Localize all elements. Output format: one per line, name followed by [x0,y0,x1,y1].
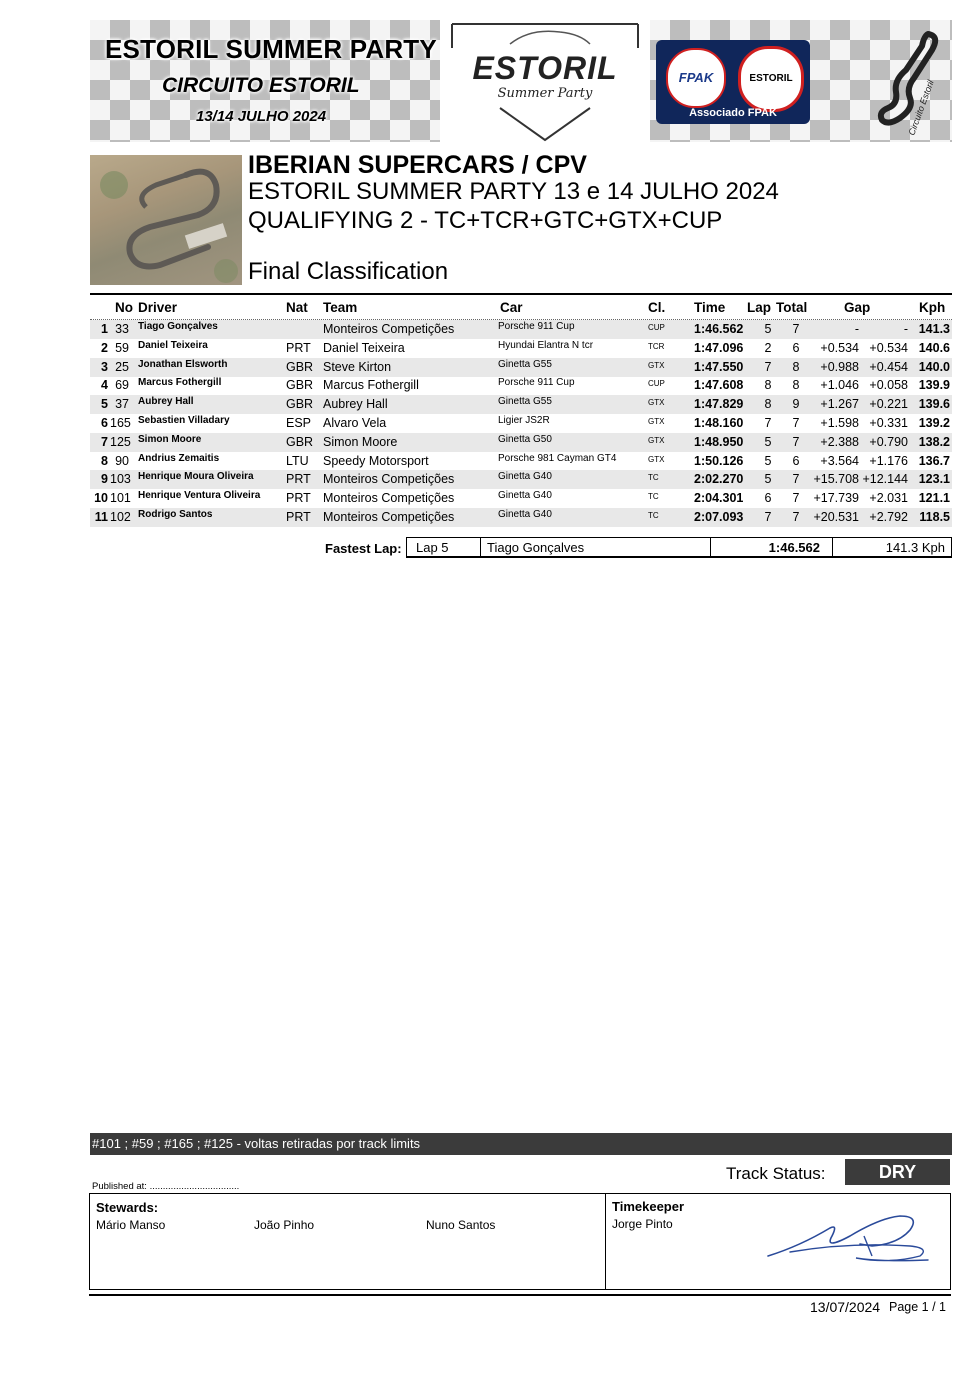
row-best-lap: 7 [764,416,772,430]
row-car: Ginetta G40 [498,471,552,483]
row-car-number: 102 [110,510,131,524]
notes-bar [90,1133,952,1155]
row-best-lap: 2 [764,340,772,355]
timekeeper-name: Jorge Pinto [612,1217,673,1231]
motor-clube-estoril-badge [738,46,804,112]
row-speed-kph: 123.1 [918,472,950,487]
row-gap-previous: +0.790 [869,434,908,449]
fastest-lap-time: 1:46.562 [711,538,833,557]
row-total-laps: 7 [792,510,800,524]
row-class: GTX [648,435,665,445]
row-best-time: 2:07.093 [694,510,744,524]
published-at: Published at: .................................. [92,1181,240,1192]
session-title: QUALIFYING 2 - TC+TCR+GTC+GTX+CUP [248,207,723,234]
table-row [90,452,952,471]
col-nat: Nat [286,300,308,315]
col-gap: Gap [844,300,871,315]
banner-subtitle: CIRCUITO ESTORIL [162,74,360,97]
row-speed-kph: 140.6 [918,340,950,355]
row-speed-kph: 139.6 [918,397,950,412]
row-gap-leader: +1.046 [820,378,859,393]
row-driver: Daniel Teixeira [138,339,208,351]
row-gap-previous: +2.031 [869,491,908,506]
row-driver: Henrique Ventura Oliveira [138,490,261,502]
row-position: 6 [101,416,108,430]
row-best-lap: 8 [764,397,772,412]
steward-name: João Pinho [254,1218,315,1232]
series-title: IBERIAN SUPERCARS / CPV [248,151,587,179]
table-row [90,489,952,508]
fastest-lap-box [406,537,952,558]
page-number: Page 1 / 1 [889,1300,946,1314]
row-nationality: GBR [286,397,314,412]
row-driver: Marcus Fothergill [138,377,222,389]
row-gap-previous: - [903,322,908,336]
row-team: Monteiros Competições [323,491,455,506]
row-speed-kph: 139.2 [918,416,950,430]
row-gap-previous: +1.176 [869,453,908,468]
row-best-lap: 5 [764,453,772,468]
table-top-rule [90,293,952,295]
row-class: TC [648,511,659,520]
row-gap-leader: +15.708 [813,472,859,487]
row-car: Hyundai Elantra N tcr [498,339,594,351]
track-status-label: Track Status: [726,1164,826,1183]
table-row [90,433,952,452]
row-team: Simon Moore [323,434,398,449]
row-best-time: 1:46.562 [694,322,744,336]
table-row [90,395,952,414]
col-total: Total [776,300,808,315]
col-time: Time [694,300,726,315]
row-team: Marcus Fothergill [323,378,419,393]
row-car-number: 69 [115,378,129,393]
row-car: Ginetta G55 [498,358,552,370]
row-position: 11 [94,510,108,524]
row-total-laps: 8 [792,359,800,374]
row-position: 5 [101,397,108,412]
row-position: 9 [101,472,108,487]
row-nationality: PRT [286,491,311,506]
row-driver: Simon Moore [138,433,202,445]
row-class: CUP [648,379,665,389]
row-total-laps: 6 [792,453,800,468]
row-gap-leader: - [854,322,859,336]
table-row [90,414,952,433]
row-class: TC [648,492,659,502]
row-total-laps: 7 [792,491,800,506]
row-team: Aubrey Hall [323,397,388,412]
row-driver: Aubrey Hall [138,396,194,408]
table-row [90,339,952,358]
row-gap-leader: +17.739 [813,491,859,506]
track-aerial-photo [90,155,242,285]
classification-table-header [90,296,952,318]
row-gap-leader: +1.598 [820,416,859,430]
fpak-badge-text: FPAK [678,70,714,85]
row-gap-previous: +0.454 [869,359,908,374]
row-driver: Henrique Moura Oliveira [138,471,254,483]
row-best-lap: 5 [764,322,772,336]
notes-text: #101 ; #59 ; #165 ; #125 - voltas retiradas por track limits [92,1136,421,1151]
row-best-time: 1:47.608 [694,378,744,393]
fastest-lap-label: Fastest Lap: [325,541,402,556]
col-kph: Kph [919,300,946,315]
event-title: ESTORIL SUMMER PARTY 13 e 14 JULHO 2024 [248,178,779,205]
row-car: Ginetta G50 [498,433,552,445]
row-team: Monteiros Competições [323,322,455,336]
circuit-estoril-logo [870,26,950,138]
row-car-number: 90 [115,453,129,468]
table-row [90,358,952,377]
svg-text:Circuito Estoril: Circuito Estoril [906,78,936,137]
row-team: Monteiros Competições [323,510,455,524]
row-position: 8 [101,453,108,468]
row-driver: Andrius Zemaitis [138,452,220,464]
row-driver: Jonathan Elsworth [138,358,228,370]
row-gap-leader: +0.988 [820,359,859,374]
table-row [90,376,952,395]
col-team: Team [323,300,358,315]
row-nationality: LTU [286,453,309,468]
row-position: 4 [101,378,108,393]
row-gap-previous: +0.534 [869,340,908,355]
print-date: 13/07/2024 [810,1299,881,1315]
fpak-caption: Associado FPAK [689,107,777,119]
table-row [90,320,952,339]
timekeeper-signature [760,1206,940,1276]
logo-subtitle: Summer Party [497,86,593,101]
row-best-time: 1:48.950 [694,434,744,449]
row-best-lap: 5 [764,472,772,487]
row-nationality: GBR [286,359,314,374]
row-driver: Sebastien Villadary [138,415,230,426]
row-nationality: GBR [286,434,314,449]
row-car-number: 103 [110,472,131,487]
row-speed-kph: 139.9 [918,378,950,393]
row-total-laps: 9 [792,397,800,412]
row-best-time: 1:47.829 [694,397,744,412]
row-best-time: 2:02.270 [694,472,744,487]
row-car-number: 33 [115,322,129,336]
row-total-laps: 7 [792,434,800,449]
row-best-lap: 6 [764,491,772,506]
row-gap-leader: +1.267 [820,397,859,412]
row-gap-previous: +0.058 [869,378,908,393]
row-total-laps: 7 [792,472,800,487]
row-car-number: 101 [110,491,131,506]
row-gap-previous: +0.221 [869,397,908,412]
banner-dates: 13/14 JULHO 2024 [196,108,327,125]
steward-name: Mário Manso [96,1218,166,1232]
row-best-lap: 7 [764,510,772,524]
row-car: Porsche 911 Cup [498,377,575,389]
row-class: CUP [648,323,665,332]
row-best-lap: 7 [764,359,772,374]
row-speed-kph: 141.3 [918,322,950,336]
row-best-lap: 8 [764,378,772,393]
col-lap: Lap [747,300,772,315]
mce-badge-text: ESTORIL [749,73,793,84]
row-best-time: 1:47.096 [694,340,744,355]
row-total-laps: 8 [792,378,800,393]
row-speed-kph: 140.0 [918,359,950,374]
col-driver: Driver [138,300,178,315]
row-car: Ginetta G40 [498,490,552,502]
row-gap-leader: +20.531 [813,510,859,524]
row-team: Speedy Motorsport [323,453,429,468]
row-team: Alvaro Vela [323,416,387,430]
row-class: GTX [648,454,665,464]
row-gap-previous: +12.144 [862,472,908,487]
row-car: Ginetta G55 [498,396,552,408]
row-best-time: 2:04.301 [694,491,744,506]
event-banner [90,20,952,142]
row-nationality: PRT [286,340,311,355]
row-position: 2 [101,340,108,355]
row-speed-kph: 136.7 [918,453,950,468]
row-car-number: 59 [115,340,129,355]
row-position: 1 [101,322,108,336]
document-type: Final Classification [248,258,449,285]
row-car: Ginetta G40 [498,509,552,520]
row-driver: Tiago Gonçalves [138,321,218,332]
row-total-laps: 6 [792,340,800,355]
row-nationality: GBR [286,378,314,393]
banner-title: ESTORIL SUMMER PARTY [105,34,437,64]
row-position: 7 [101,434,108,449]
row-class: TCR [648,341,665,351]
page-bottom-rule [89,1294,951,1296]
table-row [90,470,952,489]
row-nationality: PRT [286,472,311,487]
row-class: GTX [648,398,665,408]
row-total-laps: 7 [792,322,800,336]
col-car: Car [500,300,523,315]
fpak-associate-logo [656,40,810,124]
row-position: 10 [94,491,108,506]
row-class: GTX [648,360,665,370]
table-row [90,508,952,527]
row-speed-kph: 118.5 [919,510,950,524]
row-car: Porsche 911 Cup [498,321,575,332]
col-no: No [115,300,133,315]
row-nationality: PRT [286,510,311,524]
fastest-lap-number: Lap 5 [407,538,481,557]
row-best-time: 1:48.160 [694,416,744,430]
row-car: Porsche 981 Cayman GT4 [498,452,617,464]
fastest-lap-speed: 141.3 Kph [885,540,945,555]
row-car-number: 165 [110,416,131,430]
row-car-number: 37 [115,397,129,412]
row-gap-leader: +3.564 [820,453,859,468]
row-driver: Rodrigo Santos [138,509,213,520]
row-class: GTX [648,417,665,426]
track-status-badge: DRY [845,1159,950,1185]
row-car: Ligier JS2R [498,415,550,426]
row-nationality: ESP [286,416,312,430]
row-team: Monteiros Competições [323,472,455,487]
row-best-lap: 5 [764,434,772,449]
row-total-laps: 7 [792,416,800,430]
row-speed-kph: 121.1 [918,491,950,506]
row-gap-previous: +0.331 [869,416,908,430]
signature-box-divider [605,1193,606,1290]
row-class: TC [648,473,659,483]
row-car-number: 25 [115,359,129,374]
row-gap-leader: +2.388 [820,434,859,449]
fpak-badge [666,48,726,108]
row-best-time: 1:47.550 [694,359,744,374]
row-team: Daniel Teixeira [323,340,405,355]
col-class: Cl. [648,300,666,315]
row-car-number: 125 [110,434,131,449]
steward-name: Nuno Santos [426,1218,496,1232]
row-team: Steve Kirton [323,359,392,374]
stewards-label: Stewards: [96,1200,159,1215]
estoril-summer-party-logo [440,20,650,142]
row-speed-kph: 138.2 [918,434,950,449]
row-best-time: 1:50.126 [694,453,744,468]
row-gap-previous: +2.792 [869,510,908,524]
timekeeper-label: Timekeeper [612,1199,685,1214]
row-position: 3 [101,359,108,374]
row-gap-leader: +0.534 [820,340,859,355]
logo-word: ESTORIL [472,50,618,86]
fastest-lap-driver: Tiago Gonçalves [481,538,711,557]
